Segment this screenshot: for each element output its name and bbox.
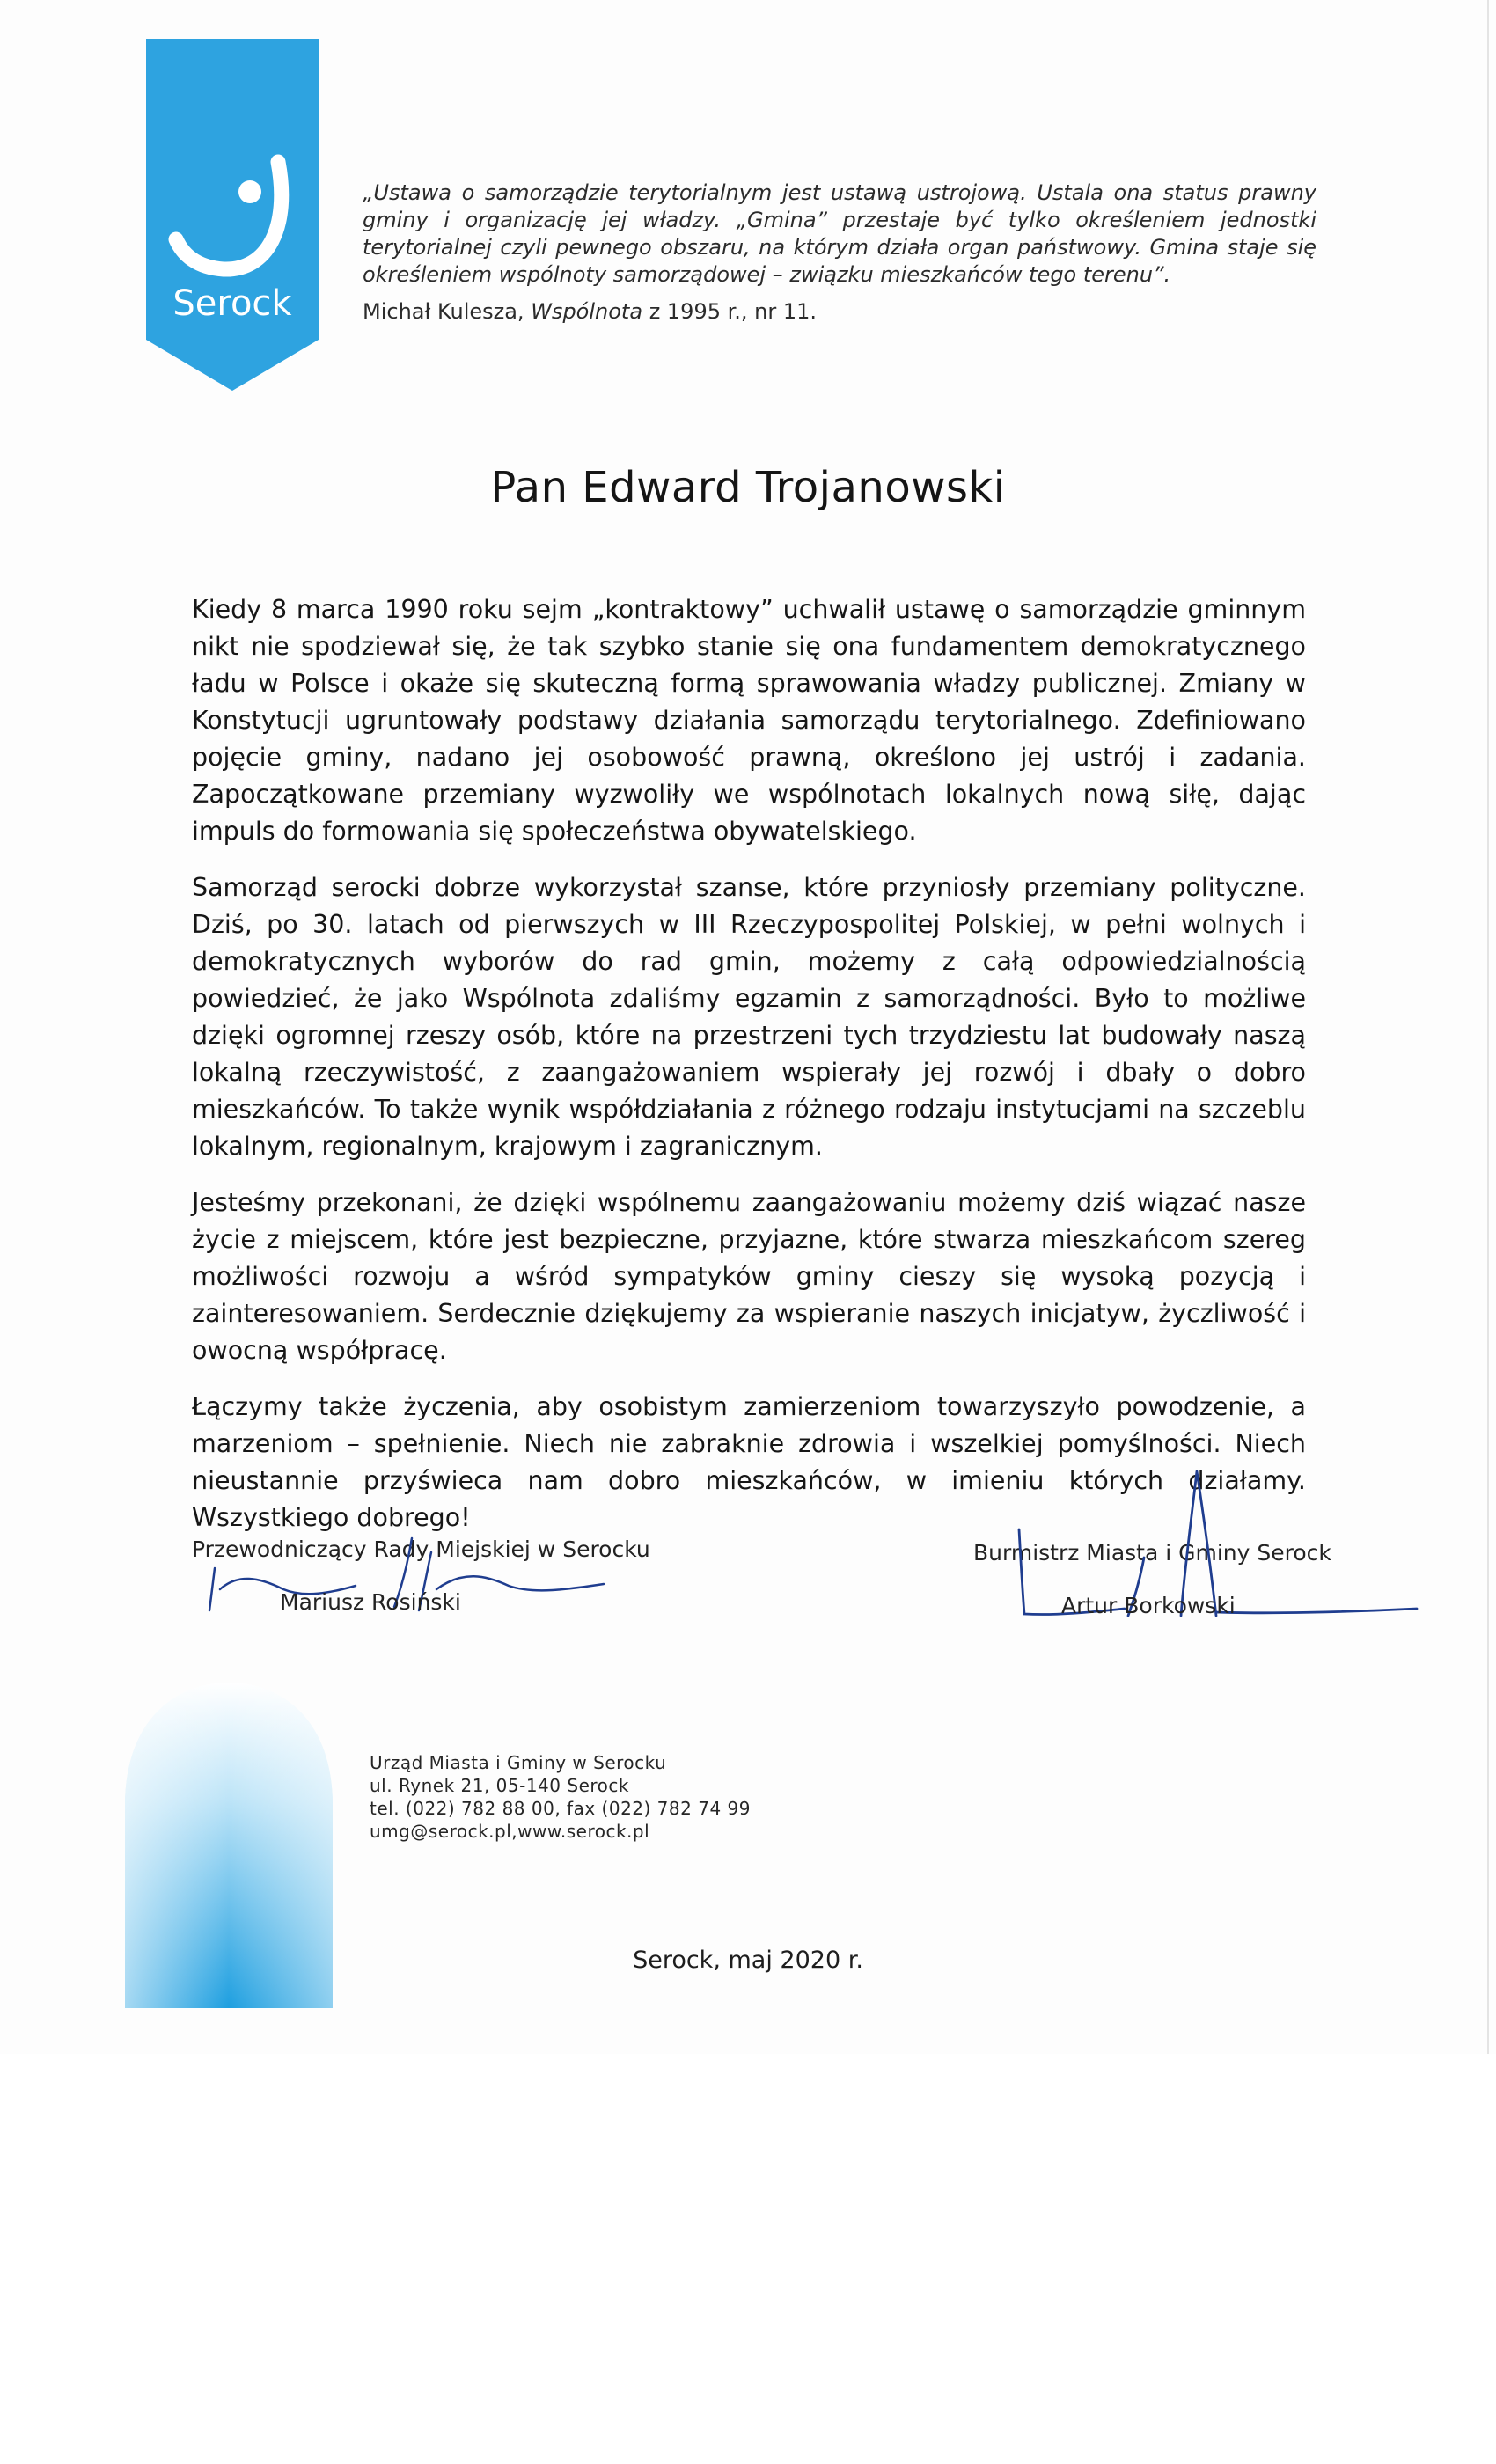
office-contact — [370, 1751, 751, 1843]
left-signatory-name: Mariusz Rosiński — [280, 1589, 461, 1615]
body-paragraph: Jesteśmy przekonani, że dzięki wspólnemu zaangażowaniu możemy dziś wiązać nasze życie z miejscem, które jest bezpieczne, przyjazne, które stwarza mieszkańcom szereg możliwości rozwoju a wśród sympatyków gminy cieszy się wysoką pozycją i zainteresowaniem. Serdecznie dziękujemy za wspieranie naszych inicjatyw, życzliwość i owocną współpracę. — [192, 1188, 1306, 1365]
blank-area — [0, 2054, 1496, 2464]
place-and-date: Serock, maj 2020 r. — [633, 1947, 863, 1974]
epigraph-source — [363, 299, 1316, 324]
page-edge — [1487, 0, 1489, 2054]
smile-icon — [238, 180, 261, 203]
epigraph-quote: „Ustawa o samorządzie terytorialnym jest ustawą ustrojową. Ustala ona status prawny gminy i organizację jej władzy. „Gmina” przestaje być tylko określeniem jednostki terytorialnej czyli pewnego obszaru, na którym działa organ państwowy. Gmina staje się określeniem wspólnoty samorządowej – związku mieszkańców tego terenu”. — [363, 180, 1316, 287]
office-phone: tel. (022) 782 88 00, fax (022) 782 74 99 — [370, 1798, 751, 1819]
recipient-name: Pan Edward Trojanowski — [490, 463, 1006, 512]
right-signatory-title: Burmistrz Miasta i Gminy Serock — [973, 1540, 1331, 1566]
office-web: umg@serock.pl,www.serock.pl — [370, 1821, 650, 1842]
logo-wordmark: Serock — [172, 283, 292, 324]
serock-logo — [146, 39, 319, 391]
right-signatory-name: Artur Borkowski — [1061, 1593, 1236, 1618]
body-paragraph: Łączymy także życzenia, aby osobistym zamierzeniom towarzyszyło powodzenie, a marzeniom – spełnienie. Niech nie zabraknie zdrowia i wszelkiej pomyślności. Niech nieustannie przyświeca nam dobro mieszkańców, w imieniu których działamy. Wszystkiego dobrego! — [192, 1392, 1306, 1532]
left-signatory-title: Przewodniczący Rady Miejskiej w Serocku — [192, 1536, 650, 1562]
body-paragraph: Samorząd serocki dobrze wykorzystał szanse, które przyniosły przemiany polityczne. Dziś, po 30. latach od pierwszych w III Rzeczypospolitej Polskiej, w pełni wolnych i demokratycznych wyborów do rad gmin, możemy z całą odpowiedzialnością powiedzieć, że jako Wspólnota zdaliśmy egzamin z samorządności. Było to możliwe dzięki ogromnej rzeszy osób, które na przestrzeni tych trzydziestu lat budowały naszą lokalną rzeczywistość, z zaangażowaniem wspierały jej rozwój i dbały o dobro mieszkańców. To także wynik współdziałania z różnego rodzaju instytucjami na szczeblu lokalnym, regionalnym, krajowym i zagranicznym. — [192, 873, 1306, 1161]
epigraph-publication: Wspólnota — [531, 299, 643, 324]
office-address: ul. Rynek 21, 05-140 Serock — [370, 1775, 629, 1796]
body-paragraph: Kiedy 8 marca 1990 roku sejm „kontraktowy” uchwalił ustawę o samorządzie gminnym nikt nie spodziewał się, że tak szybko stanie się ona fundamentem demokratycznego ładu w Polsce i okaże się skuteczną formą sprawowania władzy publicznej. Zmiany w Konstytucji ugruntowały podstawy działania samorządu terytorialnego. Zdefiniowano pojęcie gminy, nadano jej osobowość prawną, określono jej ustrój i zadania. Zapoczątkowane przemiany wyzwoliły we wspólnotach lokalnych nową siłę, dając impuls do formowania się społeczeństwa obywatelskiego. — [192, 595, 1306, 846]
epigraph-author: Michał Kulesza, — [363, 299, 524, 324]
office-name: Urząd Miasta i Gminy w Serocku — [370, 1752, 667, 1773]
letter-body — [192, 591, 1306, 1556]
epigraph-issue: z 1995 r., nr 11. — [649, 299, 818, 324]
